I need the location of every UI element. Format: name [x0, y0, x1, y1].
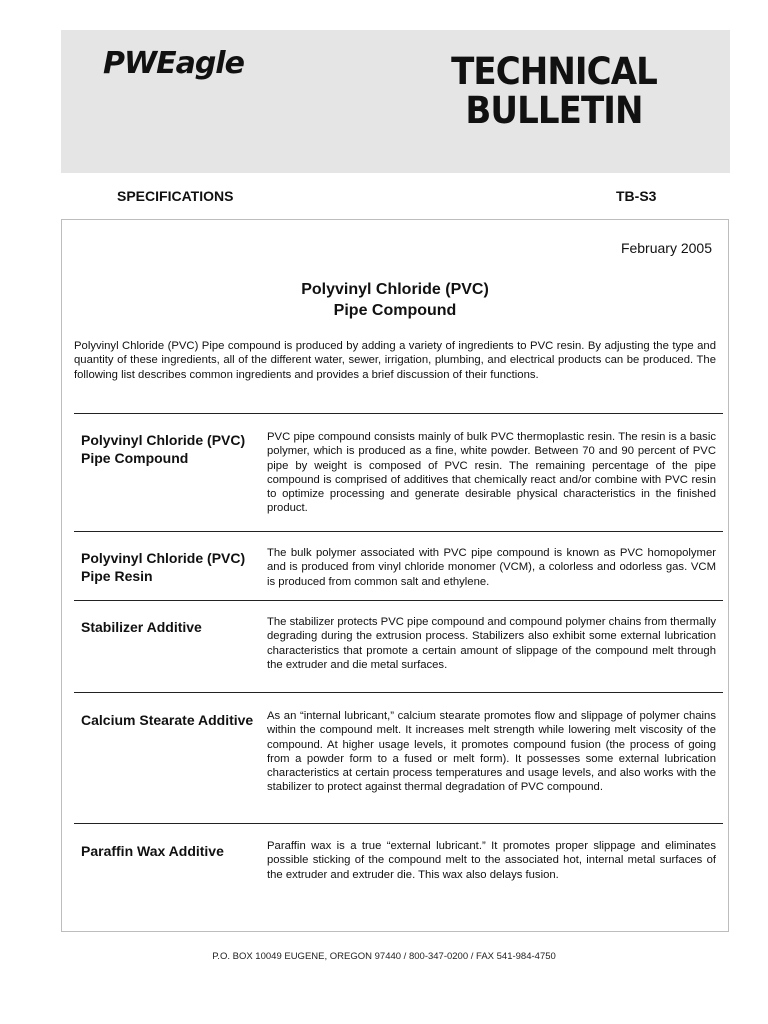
category-label: SPECIFICATIONS — [117, 188, 234, 204]
content-panel — [61, 219, 729, 932]
bulletin-code: TB-S3 — [616, 188, 657, 204]
bulletin-title-line2: BULLETIN — [465, 89, 643, 132]
entry-label-pipe-compound: Polyvinyl Chloride (PVC) Pipe Compound — [81, 432, 246, 466]
document-title-line1: Polyvinyl Chloride (PVC) — [301, 281, 489, 298]
entry-label-pipe-resin: Polyvinyl Chloride (PVC) Pipe Resin — [81, 550, 246, 584]
entry-label-stabilizer: Stabilizer Additive — [81, 619, 202, 635]
bulletin-title-line1: TECHNICAL — [451, 50, 657, 93]
company-logo: PWEagle — [103, 46, 244, 81]
bulletin-title — [448, 52, 660, 130]
document-title-line2: Pipe Compound — [333, 302, 457, 319]
divider — [74, 413, 723, 414]
entry-description-stabilizer: The stabilizer protects PVC pipe compound and compound polymer chains from thermally degrading during the extrusion process. Stabilizers also exhibit some external lubrication characteristics that promote a certain amount of slippage of the compound melt through the extruder and die metal surfaces. — [267, 616, 716, 671]
entry-label-calcium-stearate: Calcium Stearate Additive — [81, 712, 254, 728]
divider — [74, 823, 723, 824]
document-title — [62, 279, 728, 321]
entry-description-pipe-resin: The bulk polymer associated with PVC pipe compound is known as PVC homopolymer and is produced from vinyl chloride monomer (VCM), a colorless and odorless gas. VCM is produced from common salt and ethylene. — [267, 547, 716, 588]
entry-label-paraffin-wax: Paraffin Wax Additive — [81, 843, 224, 859]
footer-address: P.O. BOX 10049 EUGENE, OREGON 97440 / 800-347-0200 / FAX 541-984-4750 — [212, 951, 556, 962]
divider — [74, 531, 723, 532]
divider — [74, 600, 723, 601]
divider — [74, 692, 723, 693]
entry-description-paraffin-wax: Paraffin wax is a true “external lubricant.” It promotes proper slippage and eliminates possible sticking of the compound melt to the associated hot, internal metal surfaces of the extruder and extruder die. This wax also delays fusion. — [267, 840, 716, 881]
entry-description-pipe-compound: PVC pipe compound consists mainly of bulk PVC thermoplastic resin. The resin is a basic polymer, which is produced as a fine, white powder. Between 70 and 90 percent of PVC pipe by weight is composed of PVC resin. The remaining percentage of the pipe compound is comprised of additives that chemically react and/or combine with PVC resin to optimize processing and generate desirable physical characteristics in the finished product. — [267, 431, 716, 515]
document-date: February 2005 — [620, 240, 712, 256]
entry-description-calcium-stearate: As an “internal lubricant,” calcium stearate promotes flow and slippage of polymer chains within the compound melt. It increases melt strength while lowering melt viscosity of the compound. At higher usage levels, it promotes compound fusion (the process of going from a powder form to a fused or melt form). It possesses some external lubrication characteristics at certain process temperatures and usage levels, and also works with the stabilizer to protect against thermal degradation of PVC compound. — [267, 710, 716, 794]
header-banner — [61, 30, 730, 173]
intro-paragraph: Polyvinyl Chloride (PVC) Pipe compound is produced by adding a variety of ingredients to PVC resin. By adjusting the type and quantity of these ingredients, all of the different water, sewer, irrigation, plumbing, and electrical products can be produced. The following list describes common ingredients and provides a brief discussion of their functions. — [74, 340, 716, 381]
